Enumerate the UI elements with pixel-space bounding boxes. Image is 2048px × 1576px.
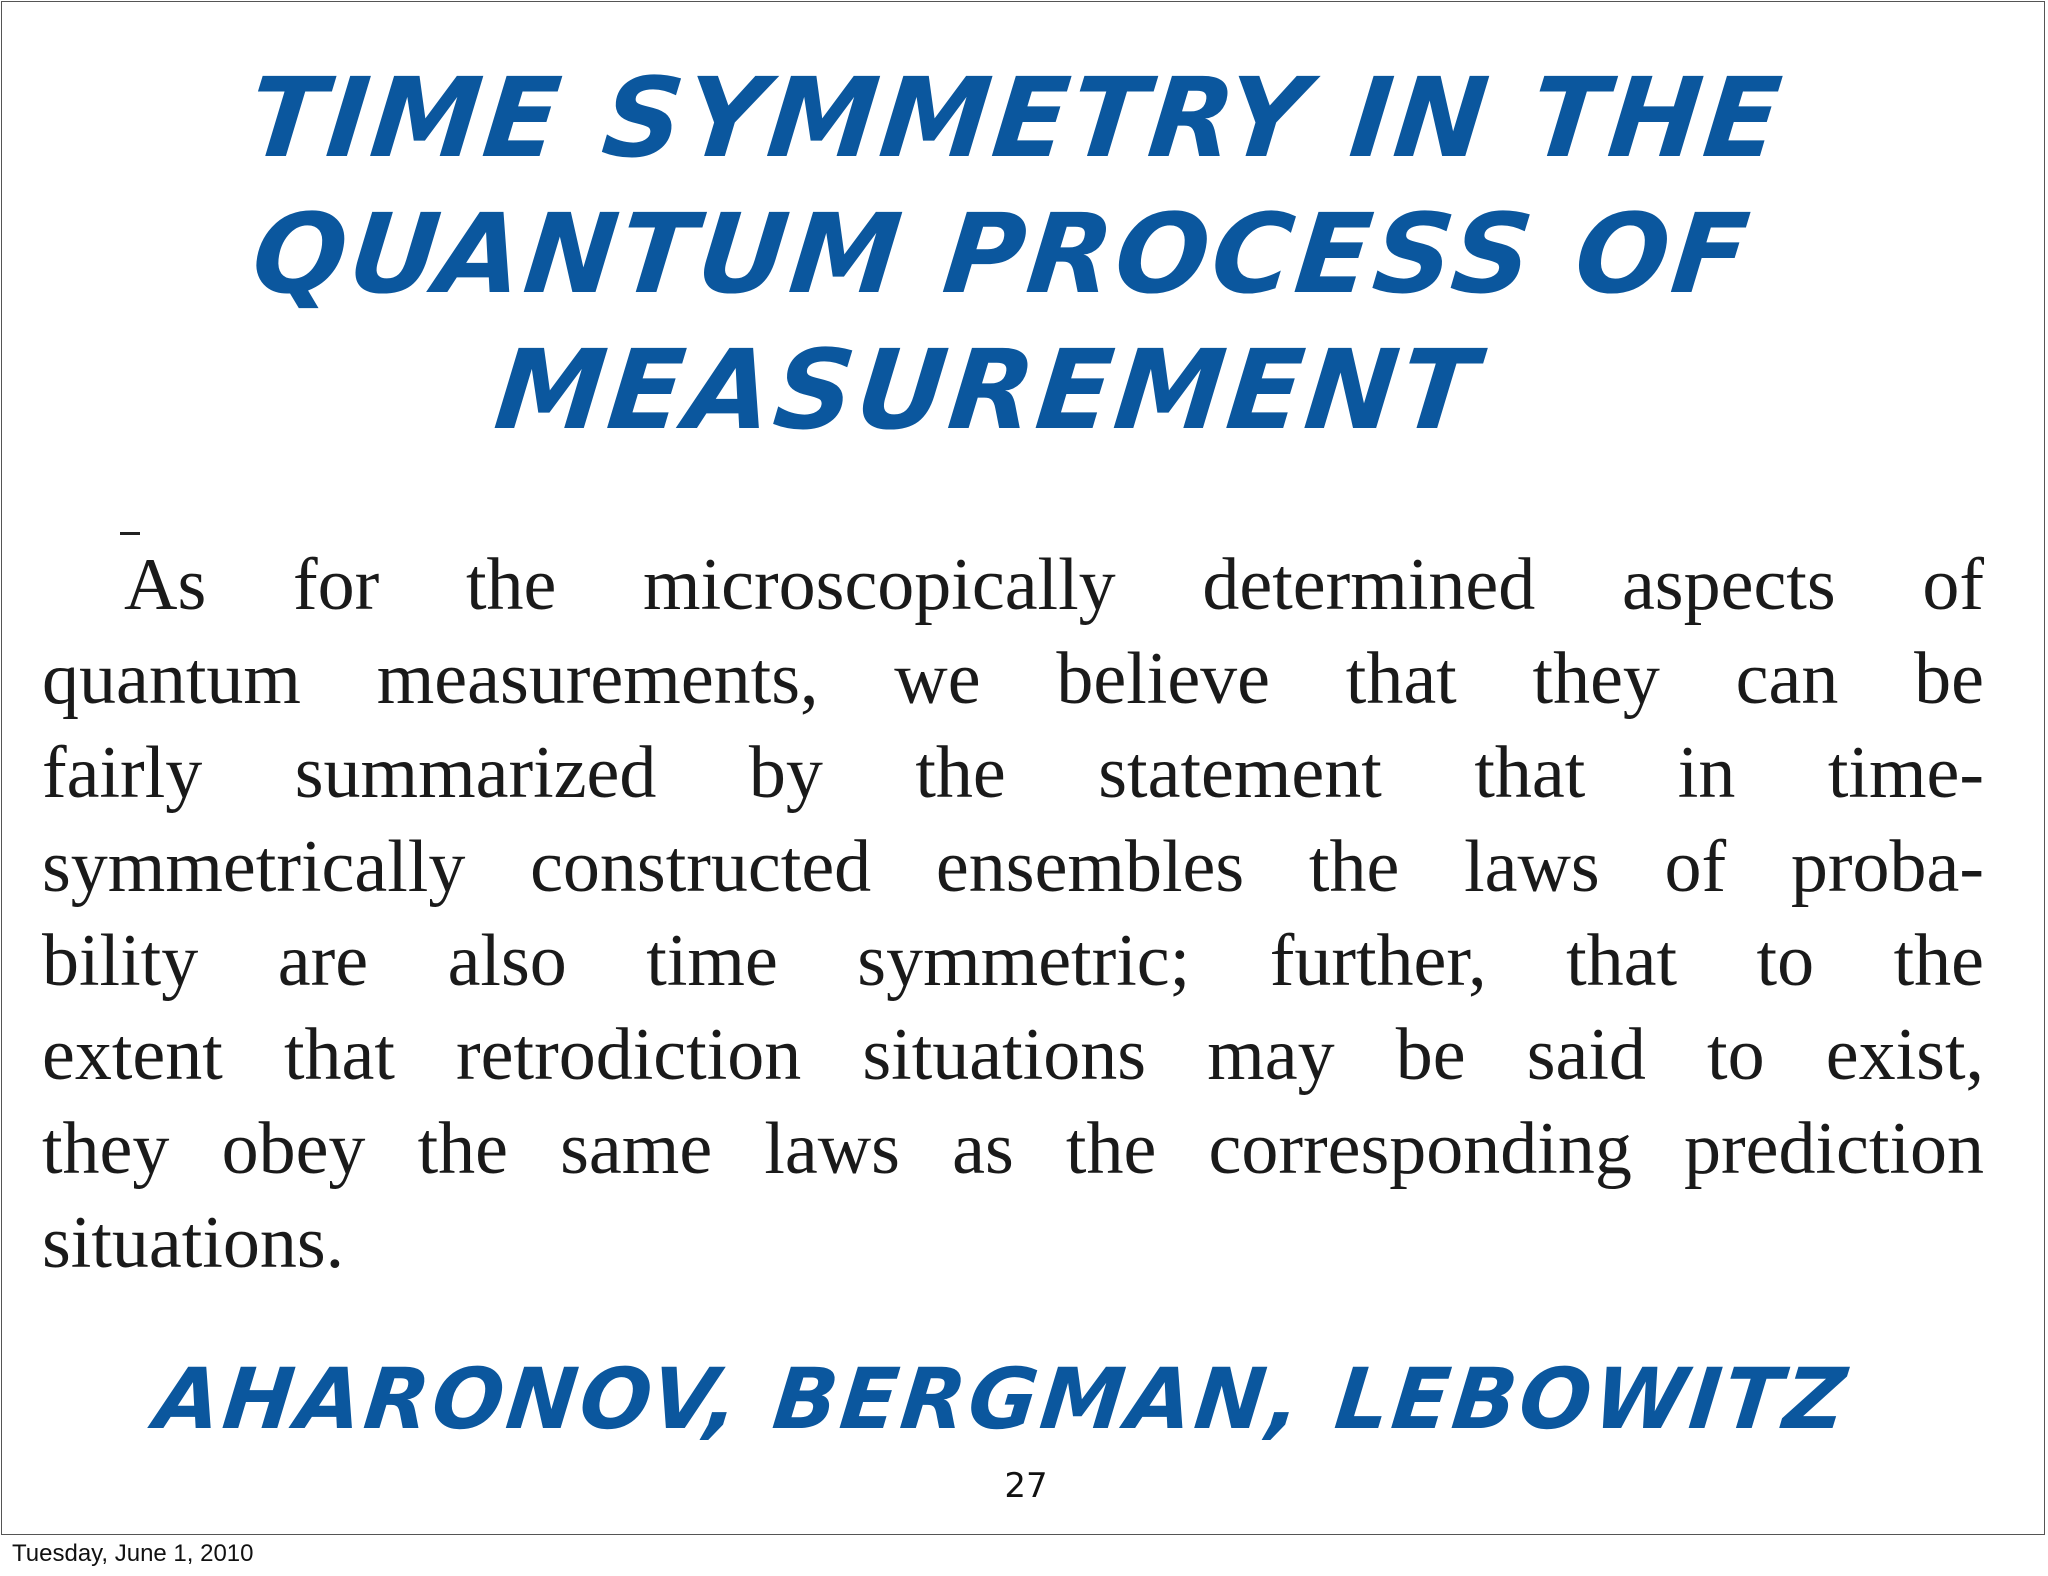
scan-mark	[120, 532, 140, 535]
slide	[1, 1, 2045, 1535]
quote-line-3: fairly summarized by the statement that in time-	[42, 732, 1984, 814]
quote-line-7: they obey the same laws as the corresponding prediction	[42, 1108, 1984, 1190]
authors-credit: AHARONOV, BERGMAN, LEBOWITZ	[150, 1350, 1854, 1448]
quote-line-1: As for the microscopically determined aspects of	[124, 544, 1984, 626]
slide-title	[131, 50, 1874, 458]
footer-date: Tuesday, June 1, 2010	[12, 1540, 254, 1567]
title-line-3: MEASUREMENT	[489, 326, 1486, 454]
title-line-1: TIME SYMMETRY IN THE	[243, 54, 1790, 182]
quote-line-4: symmetrically constructed ensembles the laws of proba-	[42, 826, 1984, 908]
quote-line-6: extent that retrodiction situations may be said to exist,	[42, 1014, 1984, 1096]
quote-block	[42, 538, 1984, 1290]
quote-line-5: bility are also time symmetric; further, that to the	[42, 920, 1984, 1002]
quote-line-2: quantum measurements, we believe that they can be	[42, 638, 1984, 720]
quote-line-8: situations.	[42, 1202, 345, 1284]
title-line-2: QUANTUM PROCESS OF	[246, 190, 1758, 318]
page-number: 27	[1004, 1466, 1048, 1506]
